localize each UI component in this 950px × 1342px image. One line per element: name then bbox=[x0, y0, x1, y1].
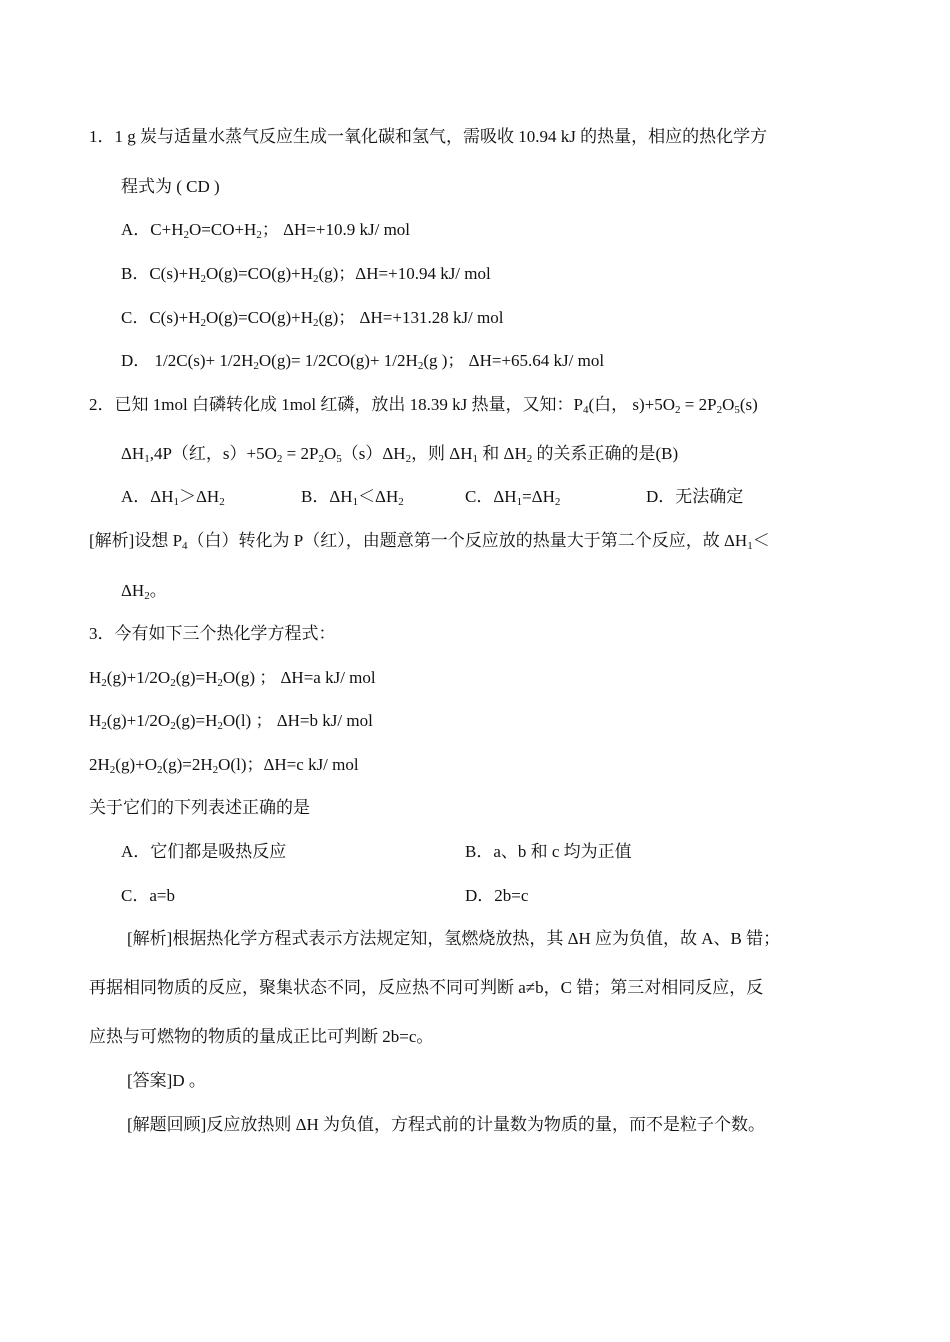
q3-equation-2: $H_2(g)+1/2O_2(g)=H_2O(l)$ ； ΔH=b kJ/ mol bbox=[89, 711, 373, 732]
q1-option-c: C．$C(s)+H_2O(g)=CO(g)+H_2(g)$； ΔH=+131.28 kJ/ mol bbox=[121, 308, 504, 329]
q3-analysis-line2: 再据相同物质的反应，聚集状态不同，反应热不同可判断 a≠b，C 错；第三对相同反应，反 bbox=[89, 978, 764, 997]
q3-answer: [答案]D 。 bbox=[127, 1071, 206, 1090]
q3-option-c: C．a=b bbox=[121, 886, 175, 905]
q3-question: 关于它们的下列表述正确的是 bbox=[89, 798, 310, 817]
q2-option-d: D．无法确定 bbox=[646, 487, 744, 506]
q1-option-b: B．$C(s)+H_2O(g)=CO(g)+H_2(g)$；ΔH=+10.94 kJ/ mol bbox=[121, 264, 491, 285]
q3-option-a: A．它们都是吸热反应 bbox=[121, 842, 287, 861]
q1-option-a: A．$C+H_2O=CO+H_2$； ΔH=+10.9 kJ/ mol bbox=[121, 220, 411, 241]
q3-title: 3．今有如下三个热化学方程式： bbox=[89, 624, 336, 643]
q3-option-b: B．a、b 和 c 均为正值 bbox=[465, 842, 632, 861]
q1-line1: 1．1 g 炭与适量水蒸气反应生成一氧化碳和氢气，需吸收 10.94 kJ 的热量，相应的热化学方 bbox=[89, 127, 768, 146]
q1-option-d: D． $1/2C(s)+ 1/2H_2O(g)= 1/2CO(g)+ 1/2H_2(g$ )； ΔH=+65.64 kJ/ mol bbox=[121, 351, 605, 372]
q3-option-d: D．2b=c bbox=[465, 886, 529, 905]
q3-equation-1: $H_2(g)+1/2O_2(g)=H_2O(g)$ ； ΔH=a kJ/ mol bbox=[89, 668, 376, 689]
q3-review: [解题回顾]反应放热则 ΔH 为负值，方程式前的计量数为物质的量，而不是粒子个数。 bbox=[127, 1115, 766, 1134]
q1-line2: 程式为 ( CD ) bbox=[121, 177, 220, 196]
q2-line2: $\Delta H_1,4P$（红，$s)+5O_2 = 2P_2O_5(s)\Delta H_2$，则 $\Delta H_1$ 和 $\Delta H_2$ 的关系正确的是(B) bbox=[121, 444, 679, 465]
q3-analysis-line1: [解析]根据热化学方程式表示方法规定知，氢燃烧放热，其 ΔH 应为负值，故 A、B 错； bbox=[127, 929, 781, 948]
q2-analysis-line2: $\Delta H_2$。 bbox=[121, 581, 167, 602]
q2-option-c: C．$\Delta H_1=\Delta H_2$ bbox=[465, 487, 561, 508]
q2-line1: 2．已知 1mol 白磷转化成 1mol 红磷，放出 18.39 kJ 热量，又知：$P_4$(白， $s)+5O_2 = 2P_2O_5(s)$ bbox=[89, 395, 758, 416]
q2-option-a: A．$\Delta H_1>\Delta H_2$ bbox=[121, 487, 225, 508]
q2-analysis-line1: [解析]设想 $P_4$（白）转化为 P（红），由题意第一个反应放的热量大于第二个反应，故 $\Delta H_1<$ bbox=[89, 531, 770, 552]
q3-equation-3: $2H_2(g)+O_2(g)=2H_2O(l)$；ΔH=c kJ/ mol bbox=[89, 755, 359, 776]
q2-option-b: B．$\Delta H_1<\Delta H_2$ bbox=[301, 487, 404, 508]
q3-analysis-line3: 应热与可燃物的物质的量成正比可判断 2b=c。 bbox=[89, 1027, 434, 1046]
